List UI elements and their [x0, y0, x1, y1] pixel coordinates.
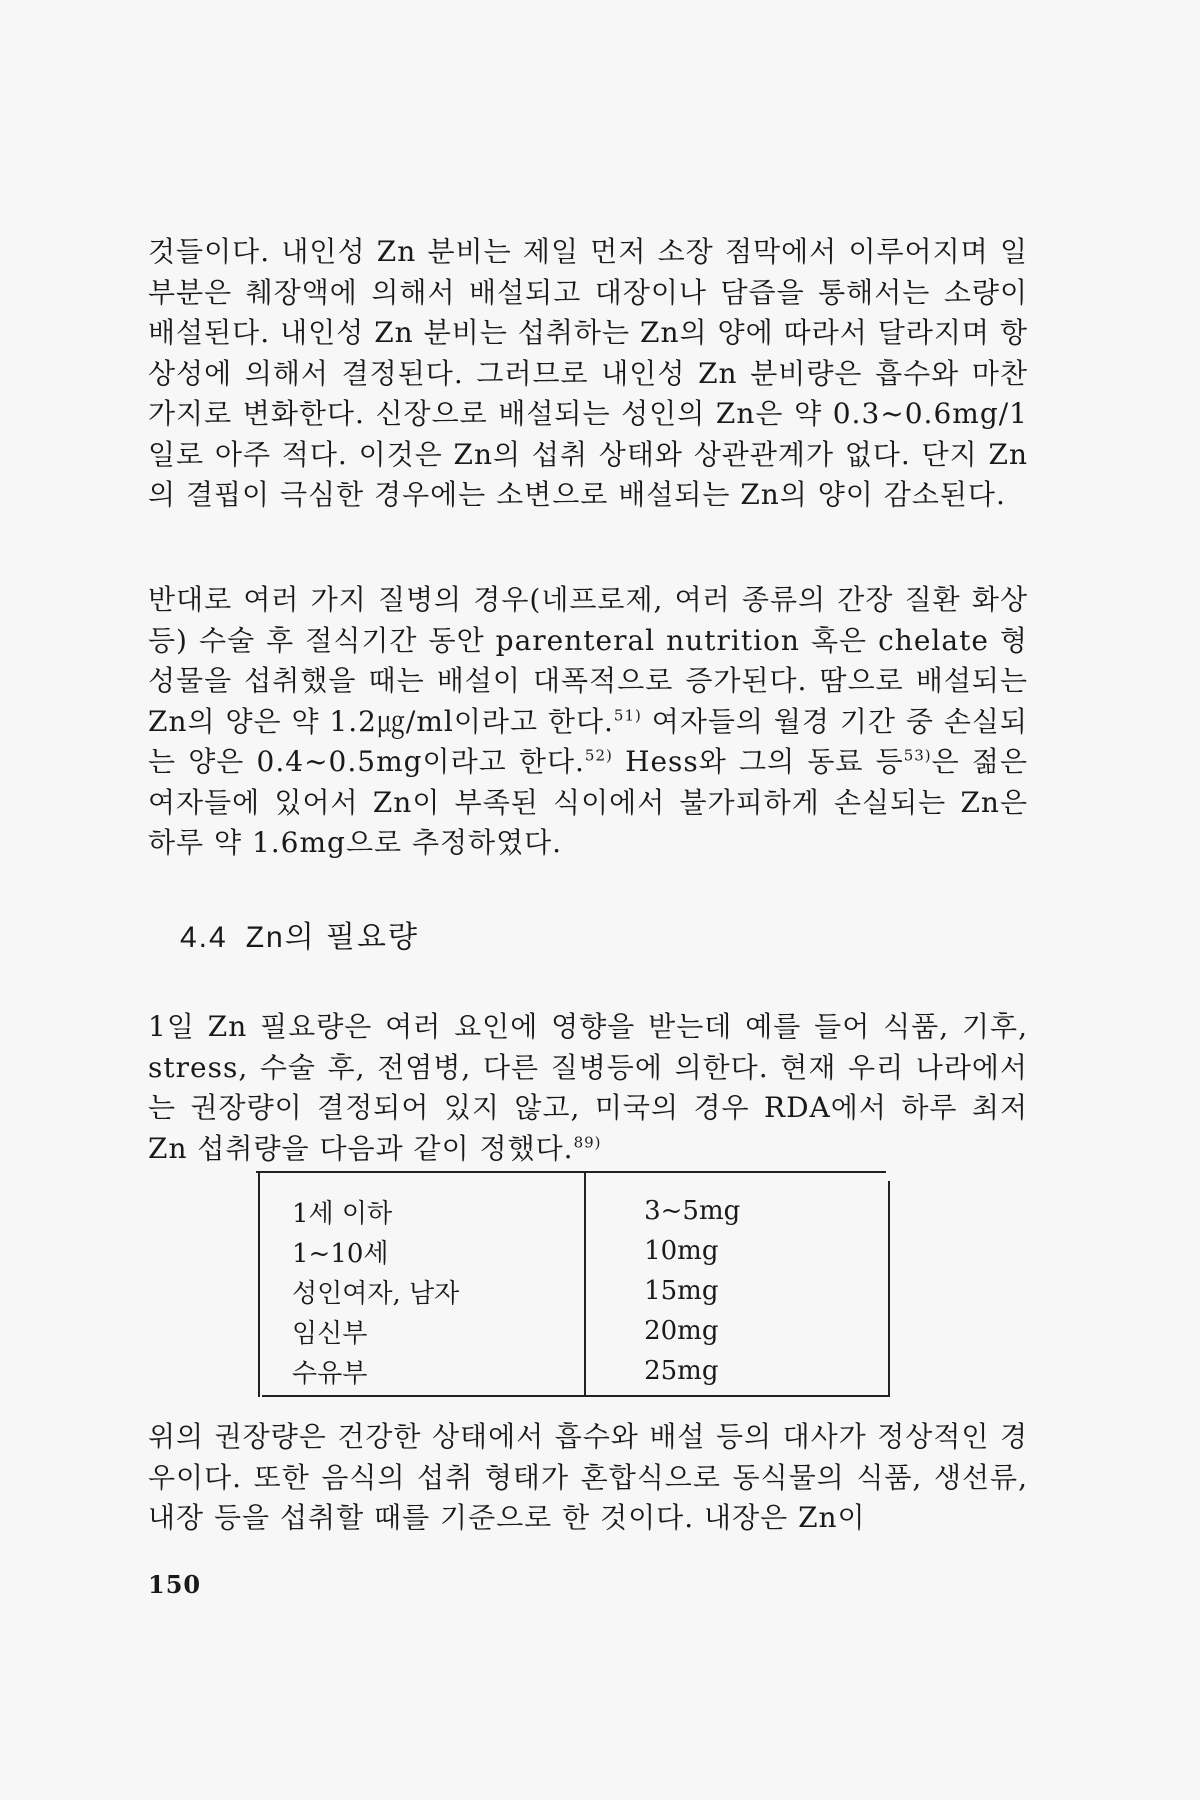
amount-cell: 15mg — [644, 1276, 719, 1306]
paragraph-text: 여자들의 월경 기간 중 손실되는 양은 0.4~0.5mg이라고 한다. — [148, 704, 1028, 778]
page-number: 150 — [148, 1570, 202, 1599]
amount-cell: 20mg — [644, 1316, 719, 1346]
table-row — [292, 1311, 896, 1351]
section-title: Zn의 필요량 — [245, 921, 419, 954]
paragraph-text: 은 젊은 여자들에 있어서 Zn이 부족된 식이에서 불가피하게 손실되는 Zn은 하루 약 1.6mg으로 추정하였다. — [148, 745, 1029, 859]
section-heading — [180, 912, 419, 956]
table-row — [292, 1351, 896, 1391]
paragraph-text: Hess와 그의 동료 등 — [612, 745, 904, 778]
age-group-cell: 1~10세 — [292, 1238, 389, 1269]
footnote-ref: 89) — [573, 1133, 602, 1152]
table-rule — [256, 1171, 886, 1173]
table-rule — [262, 1395, 890, 1397]
footnote-ref: 52) — [584, 746, 613, 765]
amount-cell: 10mg — [644, 1236, 719, 1266]
footnote-ref: 51) — [613, 706, 642, 725]
age-group-cell: 성인여자, 남자 — [292, 1278, 460, 1309]
table-rule — [258, 1171, 260, 1397]
paragraph-text: 1일 Zn 필요량은 여러 요인에 영향을 받는데 예를 들어 식품, 기후, stress, 수술 후, 전염병, 다른 질병등에 의한다. 현재 우리 나라에서는 권장량이 결정되어 있지 않고, 미국의 경우 RDA에서 하루 최저 Zn 섭취량을 다음과 같이 정했다. — [148, 1010, 1028, 1165]
rda-table-body — [292, 1191, 896, 1391]
table-row — [292, 1271, 896, 1311]
paragraph-requirement — [148, 1007, 1028, 1169]
footnote-ref: 53) — [903, 746, 932, 765]
paragraph-conditions: 위의 권장량은 건강한 상태에서 흡수와 배설 등의 대사가 정상적인 경우이다. 또한 음식의 섭취 형태가 혼합식으로 동식물의 식품, 생선류, 내장 등을 섭취할 때를 기준으로 한 것이다. 내장은 Zn이 — [148, 1420, 1028, 1534]
paragraph-increased-excretion — [148, 580, 1028, 864]
paragraph-text: 반대로 여러 가지 질병의 경우(네프로제, 여러 종류의 간장 질환 화상 등) 수술 후 절식기간 동안 parenteral nutrition 혹은 chelate 형성물을 섭취했을 때는 배설이 대폭적으로 증가된다. 땀으로 배설되는 Zn의 양은 약 1.2㎍/ml이라고 한다. — [148, 583, 1028, 738]
age-group-cell: 수유부 — [292, 1358, 368, 1389]
age-group-cell: 1세 이하 — [292, 1198, 393, 1229]
section-number: 4.4 — [180, 921, 228, 954]
paragraph-excretion: 것들이다. 내인성 Zn 분비는 제일 먼저 소장 점막에서 이루어지며 일부분은 췌장액에 의해서 배설되고 대장이나 담즙을 통해서는 소량이 배설된다. 내인성 Zn 분비는 섭취하는 Zn의 양에 따라서 달라지며 항상성에 의해서 결정된다. 그러므로 내인성 Zn 분비량은 흡수와 마찬가지로 변화한다. 신장으로 배설되는 성인의 Zn은 약 0.3~0.6mg/1일로 아주 적다. 이것은 Zn의 섭취 상태와 상관관계가 없다. 단지 Zn의 결핍이 극심한 경우에는 소변으로 배설되는 Zn의 양이 감소된다. — [148, 235, 1028, 511]
table-row — [292, 1191, 896, 1231]
rda-table — [256, 1171, 896, 1397]
table-row — [292, 1231, 896, 1271]
amount-cell: 25mg — [644, 1356, 719, 1386]
amount-cell: 3~5mg — [644, 1196, 741, 1226]
age-group-cell: 임신부 — [292, 1318, 368, 1349]
